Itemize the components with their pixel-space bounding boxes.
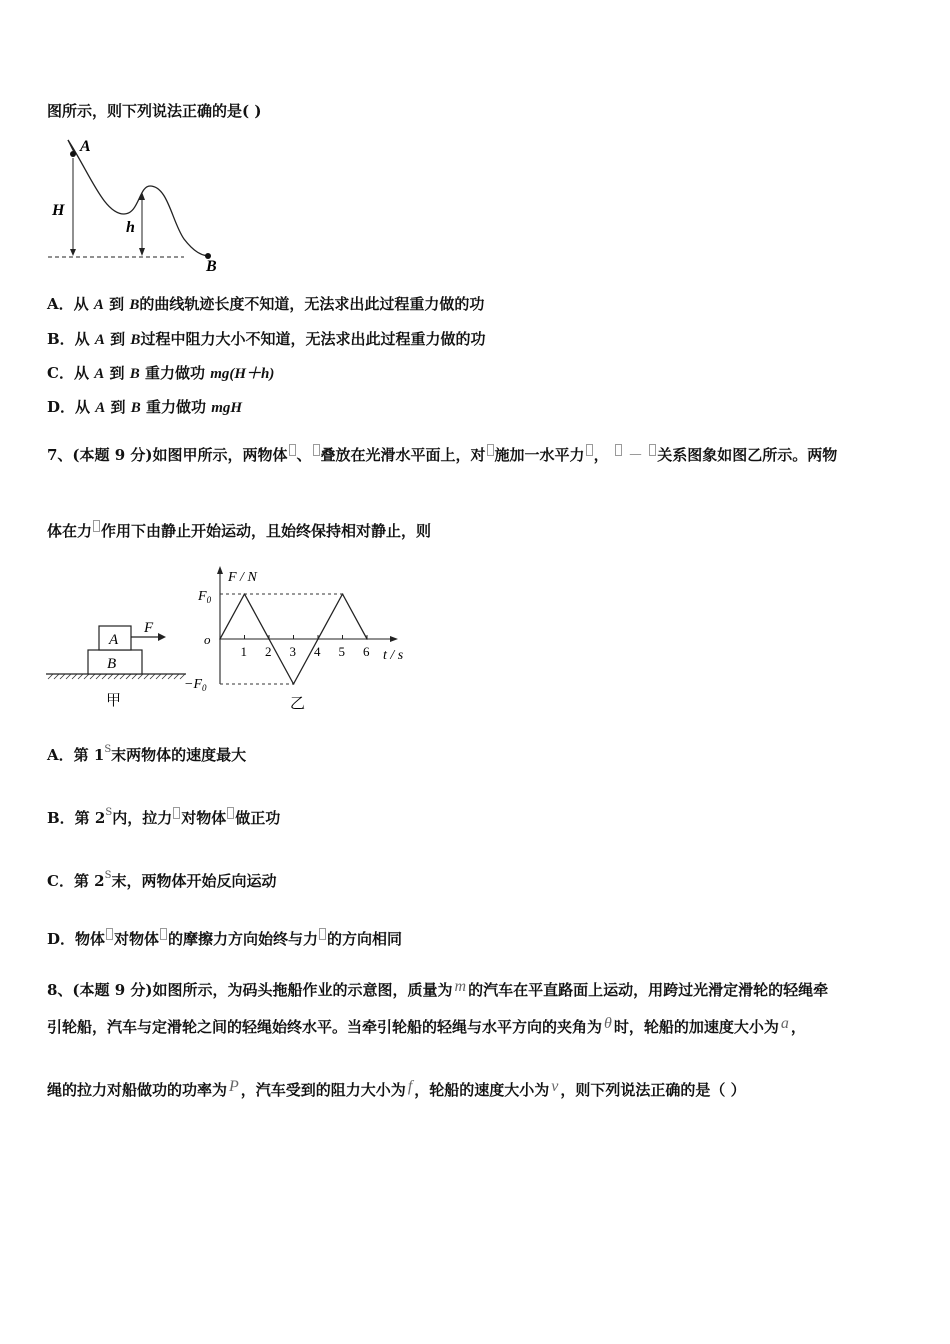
q7-head: 7、(本题 9 分)如图甲所示，两物体 [47, 446, 288, 464]
missing-glyph-icon [160, 928, 167, 940]
chart-origin-label: o [204, 632, 211, 647]
q6-option-d-expr: mgH [211, 400, 243, 416]
q6-option-c-to: 到 [109, 364, 125, 382]
q7-option-b-text1: 内，拉力 [112, 809, 173, 827]
missing-glyph-icon [289, 444, 296, 456]
question-6-stem [47, 101, 261, 121]
missing-glyph-icon [227, 807, 234, 819]
height-h-arrowhead-bottom [139, 248, 145, 256]
q6-option-d[interactable] [47, 397, 242, 418]
q6-option-c-var1: A [94, 366, 105, 382]
chart-x-tick-label: 1 [240, 644, 247, 659]
track-figure [44, 134, 234, 276]
q6-option-c-text: 重力做功 [144, 364, 205, 382]
chart-neg-f0-label: $-F_0$ [184, 677, 207, 693]
label-B: B [206, 258, 217, 275]
q8-line1b: 的汽车在平直路面上运动，用跨过光滑定滑轮的轻绳牵 [468, 981, 829, 999]
question-8-stem-line2 [47, 1014, 806, 1037]
q7-option-c[interactable] [47, 866, 276, 891]
q6-option-d-var2: B [130, 400, 141, 416]
question-8-stem-line1 [47, 977, 828, 1000]
q6-option-c[interactable] [47, 363, 274, 384]
q7-line2a: 体在力 [47, 522, 93, 540]
question-6-stem-text: 图所示，则下列说法正确的是( ) [47, 102, 262, 120]
q8-var-a: a [780, 1015, 789, 1032]
missing-glyph-icon [586, 444, 593, 456]
chart-data-point [268, 638, 270, 640]
chart-x-tick-label: 5 [338, 644, 345, 659]
q6-option-d-prefix: D．从 [47, 398, 91, 416]
chart-x-tick-label: 3 [289, 644, 296, 659]
q7-option-d-text1: 对物体 [114, 930, 160, 948]
chart-x-tick-label: 6 [363, 644, 370, 659]
force-arrowhead [158, 633, 166, 641]
chart-data-point [317, 638, 319, 640]
q7-option-d-text2: 的摩擦力方向始终与力 [168, 930, 319, 948]
q7-option-b-unit: S [105, 807, 113, 818]
figure-jia-caption: 甲 [106, 693, 122, 709]
q7-option-b-text3: 做正功 [235, 809, 281, 827]
q7-comma: ， [593, 446, 609, 464]
q8-var-v: v [551, 1078, 559, 1095]
label-A: A [80, 138, 91, 155]
question-7-stem-line2 [47, 520, 431, 541]
missing-glyph-icon [615, 444, 622, 456]
q7-option-a[interactable] [47, 740, 246, 765]
missing-glyph-icon [487, 444, 494, 456]
chart-y-axis-arrowhead [217, 566, 223, 574]
chart-data-point [293, 683, 295, 685]
chart-f0-label: $F_0$ [198, 589, 212, 605]
q6-option-d-var1: A [95, 400, 106, 416]
q6-option-a[interactable] [47, 294, 484, 315]
chart-series-segment [343, 594, 368, 639]
q6-option-a-to: 到 [109, 295, 125, 313]
q6-option-a-var2: B [129, 297, 140, 313]
q7-option-d[interactable] [47, 928, 402, 949]
q7-part2: 叠放在光滑水平面上，对 [320, 446, 486, 464]
q7-option-c-text: 末，两物体开始反向运动 [111, 872, 277, 890]
question-8-stem-line3 [47, 1077, 746, 1100]
q6-option-b-var1: A [94, 332, 105, 348]
height-H-arrowhead [70, 249, 76, 256]
missing-glyph-icon [93, 520, 100, 532]
question-7-stem-line1 [47, 444, 837, 465]
q8-line2a: 引轮船，汽车与定滑轮之间的轻绳始终水平。当牵引轮船的轻绳与水平方向的夹角为 [47, 1018, 603, 1036]
q6-option-b-prefix: B．从 [47, 330, 90, 348]
chart-x-axis-arrowhead [390, 636, 398, 642]
missing-glyph-icon [649, 444, 656, 456]
chart-data-point [342, 593, 344, 595]
q7-dash: － [628, 446, 644, 464]
q6-option-b[interactable] [47, 329, 485, 350]
q8-line2b: 时，轮船的加速度大小为 [613, 1018, 779, 1036]
q7-option-d-prefix: D．物体 [47, 930, 106, 948]
block-a-label: A [109, 632, 119, 648]
q6-option-c-var2: B [129, 366, 140, 382]
chart-series-segment [220, 594, 245, 639]
q8-line1a: 8、(本题 9 分)如图所示，为码头拖船作业的示意图，质量为 [47, 981, 453, 999]
missing-glyph-icon [173, 807, 180, 819]
q8-line3b: ，汽车受到的阻力大小为 [240, 1081, 406, 1099]
label-H: H [52, 202, 65, 219]
q6-option-c-prefix: C．从 [47, 364, 89, 382]
block-b-label: B [107, 656, 117, 672]
missing-glyph-icon [313, 444, 320, 456]
q8-var-f: f [407, 1078, 413, 1095]
figure-yi-chart [180, 562, 420, 714]
q8-var-P: P [229, 1078, 239, 1095]
point-a-dot [70, 151, 76, 157]
q7-option-b[interactable] [47, 803, 280, 828]
q7-option-c-unit: S [104, 870, 112, 881]
q7-sep: 、 [296, 446, 312, 464]
chart-series-segment [245, 594, 270, 639]
figure-jia [44, 612, 194, 712]
q7-part4: 关系图象如图乙所示。两物 [657, 446, 838, 464]
missing-glyph-icon [319, 928, 326, 940]
chart-data-point [244, 593, 246, 595]
q8-line3d: ，则下列说法正确的是（ ） [560, 1081, 746, 1099]
q8-var-m: m [454, 978, 467, 995]
q7-option-b-prefix: B．第 2 [47, 809, 106, 827]
force-label: F [144, 620, 154, 636]
missing-glyph-icon [106, 928, 113, 940]
q6-option-d-text: 重力做功 [146, 398, 207, 416]
q6-option-c-expr: mg(H＋h) [210, 366, 275, 382]
q7-option-a-unit: S [104, 744, 112, 755]
q7-part3: 施加一水平力 [494, 446, 585, 464]
chart-series-segment [318, 594, 343, 639]
start-tick [68, 140, 74, 152]
q8-var-theta: θ [604, 1015, 612, 1032]
q7-option-c-prefix: C．第 2 [47, 872, 105, 890]
q7-line2b: 作用下由静止开始运动，且始终保持相对静止，则 [101, 522, 432, 540]
track-curve [68, 140, 210, 256]
q8-line3a: 绳的拉力对船做功的功率为 [47, 1081, 228, 1099]
q8-line2c: ， [790, 1018, 806, 1036]
figure-yi-caption: 乙 [290, 696, 306, 712]
chart-x-label: t / s [383, 648, 404, 663]
q6-option-a-prefix: A．从 [47, 295, 89, 313]
q7-option-a-text: 末两物体的速度最大 [111, 746, 247, 764]
q6-option-a-text: 的曲线轨迹长度不知道，无法求出此过程重力做的功 [139, 295, 485, 313]
q6-option-d-to: 到 [110, 398, 126, 416]
q7-option-d-text3: 的方向相同 [327, 930, 403, 948]
q7-option-a-prefix: A．第 1 [47, 746, 105, 764]
q6-option-b-var2: B [130, 332, 141, 348]
chart-data-point [366, 638, 368, 640]
chart-y-label: F / N [228, 570, 257, 585]
chart-data-point [219, 638, 221, 640]
q7-option-b-text2: 对物体 [181, 809, 227, 827]
q6-option-a-var1: A [93, 297, 104, 313]
chart-x-tick-label: 2 [265, 644, 272, 659]
chart-x-tick-label: 4 [314, 644, 321, 659]
q6-option-b-to: 到 [110, 330, 126, 348]
jia-ground-hatch [48, 674, 185, 679]
label-h: h [126, 219, 135, 236]
q8-line3c: ，轮船的速度大小为 [414, 1081, 550, 1099]
q6-option-b-text: 过程中阻力大小不知道，无法求出此过程重力做的功 [140, 330, 486, 348]
